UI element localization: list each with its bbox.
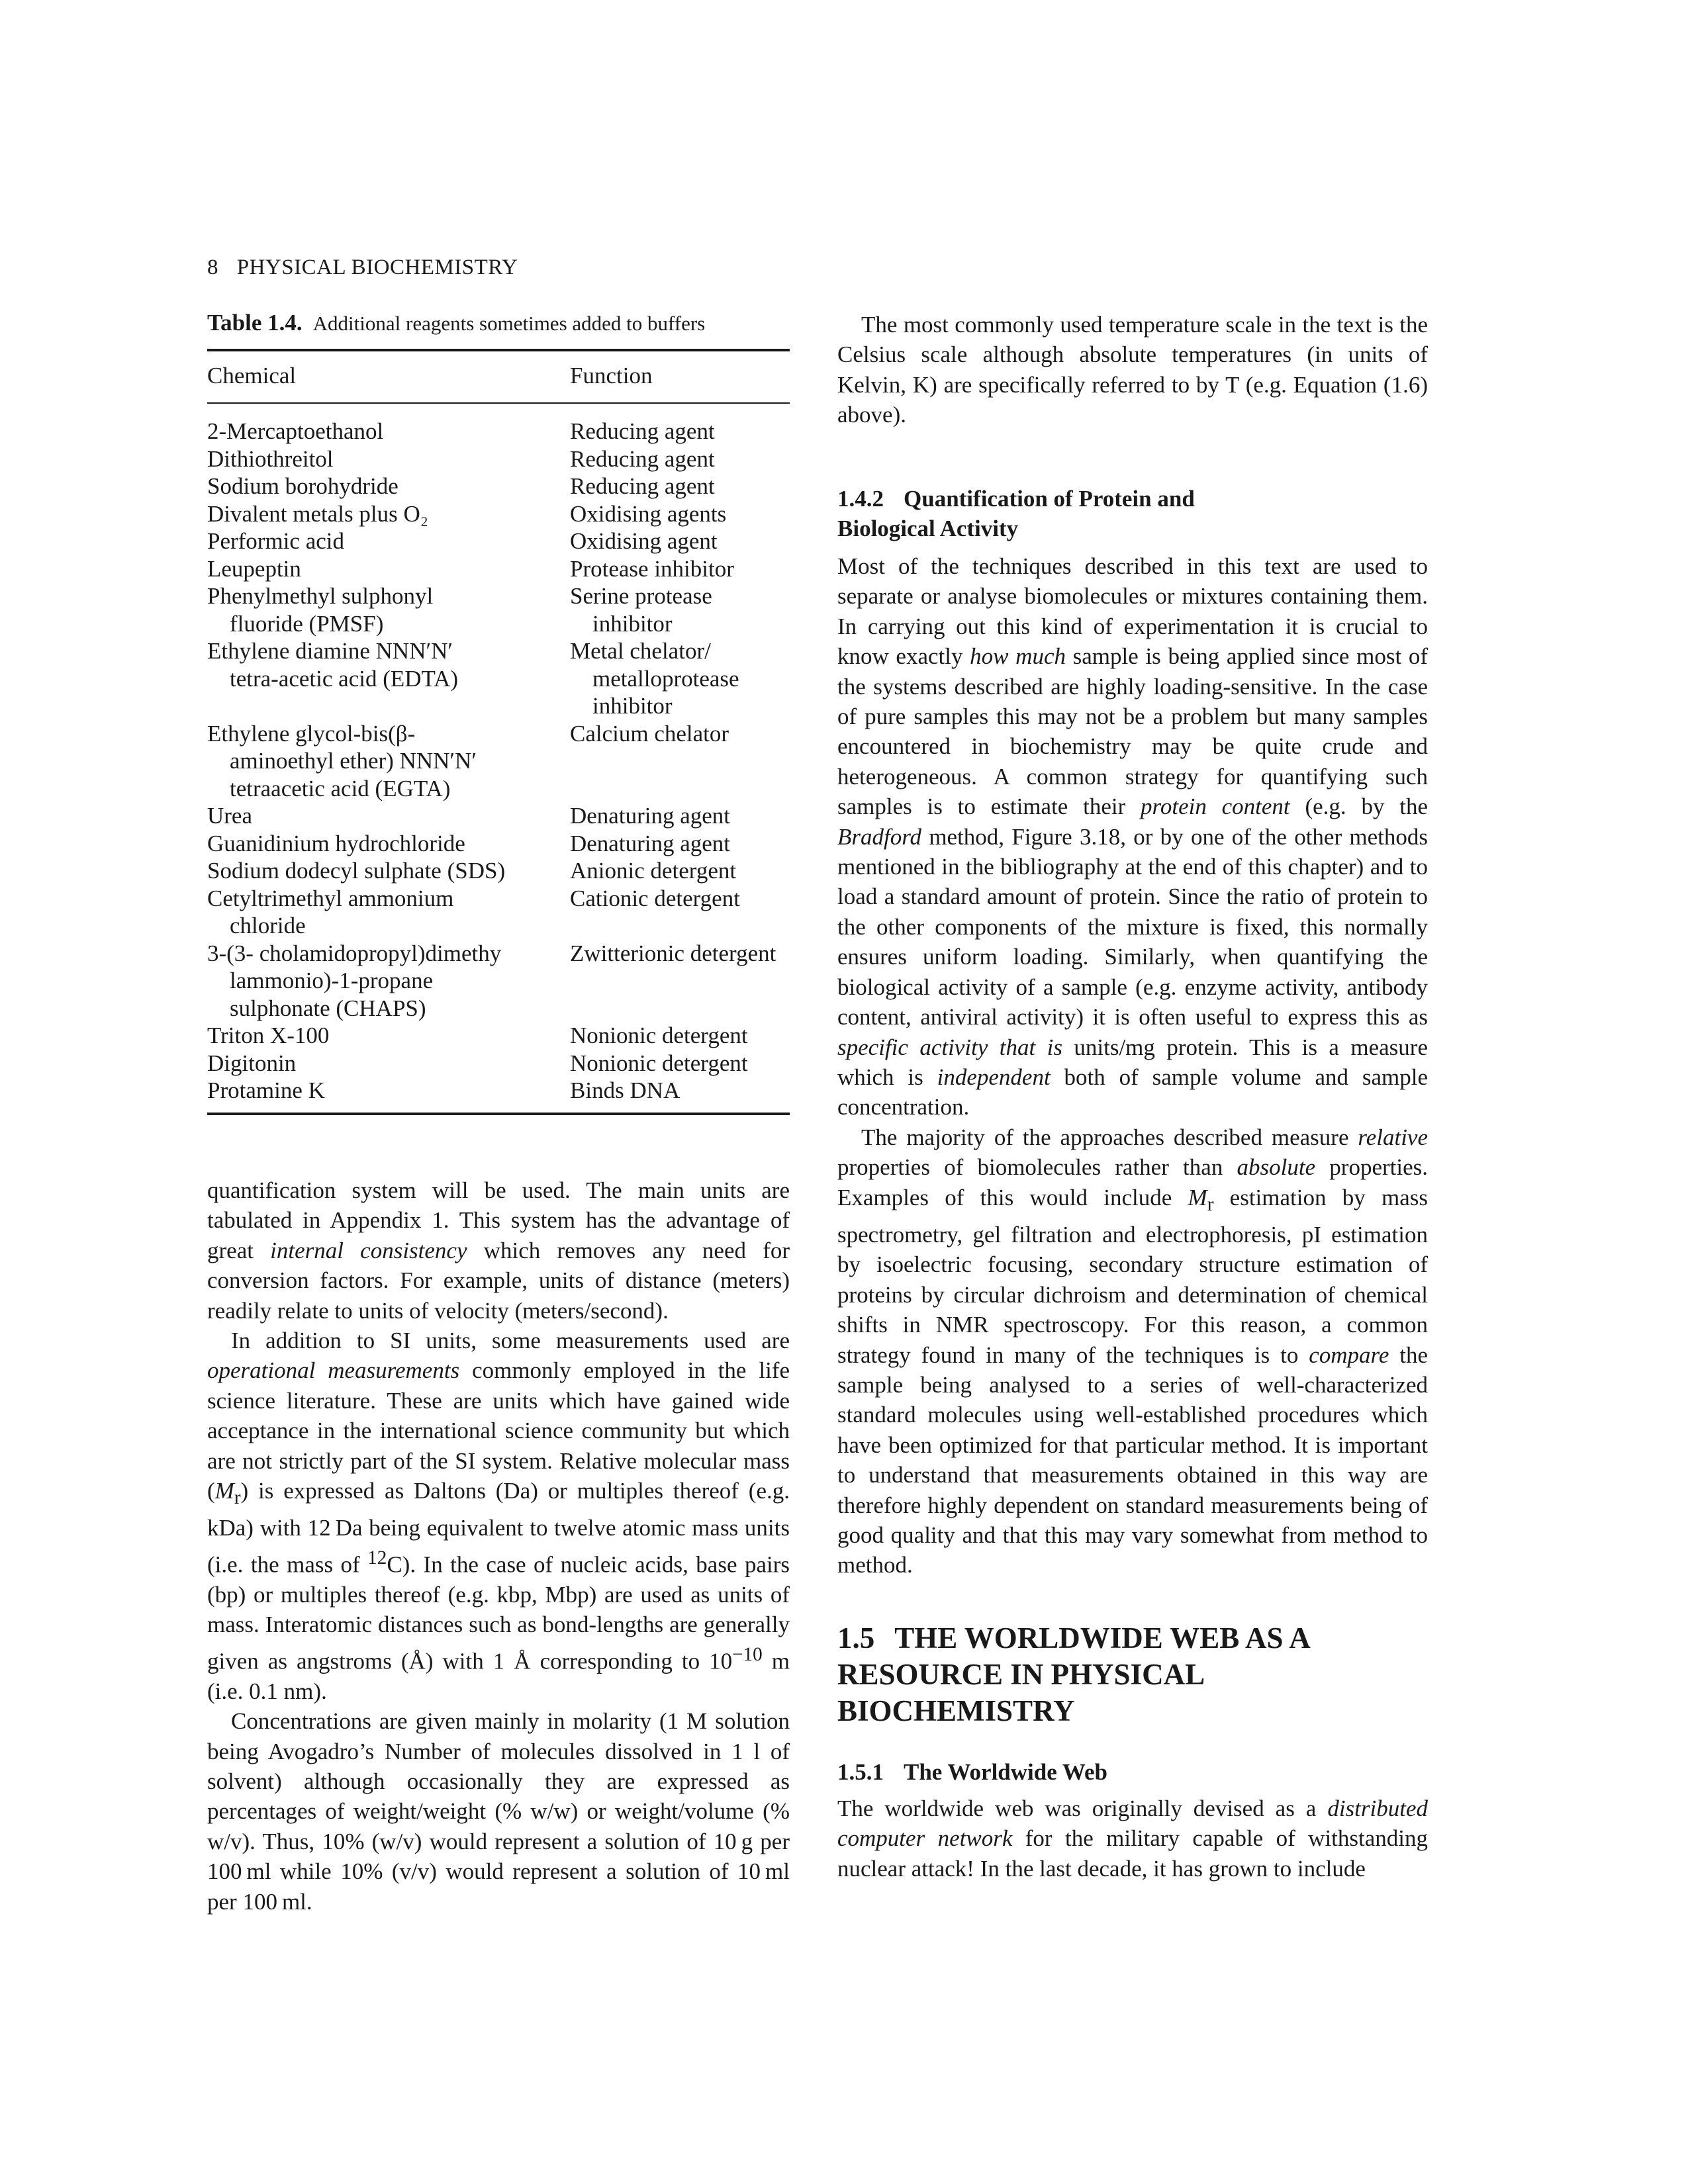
table-row (207, 802, 790, 830)
subsection-heading-1-4-2: 1.4.2 Quantification of Protein and Biological Activity (837, 486, 1195, 541)
book-title: PHYSICAL BIOCHEMISTRY (236, 255, 518, 279)
table-row (207, 1022, 790, 1050)
table-cell-chemical: Ethylene diamine NNN′N′ tetra-acetic acid (EDTA) (207, 638, 459, 692)
table-row (207, 720, 790, 803)
table-cell-chemical: Ethylene glycol-bis(β- aminoethyl ether) NNN′N′ tetraacetic acid (EGTA) (207, 720, 477, 801)
table-cell-function: Metal chelator/ metalloprotease inhibitor (570, 638, 739, 719)
table-cell-chemical: Sodium dodecyl sulphate (SDS) (207, 858, 506, 884)
paragraph: quantification system will be used. The main units are tabulated in Appendix 1. This system has the advantage of great internal consistency which removes any need for conversion factors. For example, units of distance (meters) readily relate to units of velocity (meters/second). (207, 1177, 790, 1324)
table-cell-chemical: Leupeptin (207, 555, 301, 582)
table-cell-function: Zwitterionic detergent (570, 940, 776, 966)
table-cell-function: Oxidising agent (570, 528, 718, 554)
table-header-rule (207, 402, 790, 404)
table-cell-function: Reducing agent (570, 418, 715, 444)
right-column-body (837, 551, 1428, 1580)
paragraph: In addition to SI units, some measurements used are operational measurements commonly employed in the life science literature. These are units which have gained wide acceptance in the international science community but which are not strictly part of the SI system. Relative molecular mass $(M_r)$ is expressed as Daltons (Da) or multiples thereof (e.g. kDa) with 12 Da being equivalent to twelve atomic mass units (i.e. the mass of $^{12}$C). In the case of nucleic acids, base pairs (bp) or multiples thereof (e.g. kbp, Mbp) are used as units of mass. Interatomic distances such as bond-lengths are generally given as angstroms (Å) with 1 Å corresponding to $10^{-10}$ m (i.e. 0.1 nm). (207, 1328, 790, 1704)
table-row (207, 500, 790, 528)
table-header-chemical: Chemical (207, 363, 297, 388)
table-cell-function: Calcium chelator (570, 720, 729, 747)
table-row (207, 1077, 790, 1105)
table-cell-chemical: Digitonin (207, 1050, 297, 1076)
table-cell-function: Reducing agent (570, 445, 715, 472)
right-column-intro (837, 310, 1428, 430)
paragraph: Most of the techniques described in this text are used to separate or analyse biomolecules or mixtures containing them. In carrying out this kind of experimentation it is crucial to know exactly how much sample is being applied since most of the systems described are highly loading-sensitive. In the case of pure samples this may not be a problem but many samples encountered in biochemistry may be quite crude and heterogeneous. A common strategy for quantifying such samples is to estimate their protein content (e.g. by the Bradford method, Figure 3.18, or by one of the other methods mentioned in the bibliography at the end of this chapter) and to load a standard amount of protein. Since the ratio of protein to the other components of the mixture is fixed, this normally ensures uniform loading. Similarly, when quantifying the biological activity of a sample (e.g. enzyme activity, antibody content, antiviral activity) it is often useful to express this as specific activity that is units/mg protein. This is a measure which is independent both of sample volume and sample concentration. (837, 553, 1429, 1120)
table-row (207, 857, 790, 885)
table-bottom-rule (207, 1113, 790, 1115)
table-cell-chemical: Triton X-100 (207, 1023, 330, 1048)
paragraph: The most commonly used temperature scale in the text is the Celsius scale although absolute temperatures (in units of Kelvin, K) are specifically referred to by T (e.g. Equation (1.6) above). (837, 312, 1428, 428)
table-cell-function: Denaturing agent (570, 830, 730, 856)
table-row (207, 445, 790, 473)
table-row (207, 940, 790, 1023)
running-head (207, 255, 518, 280)
table-caption (207, 310, 705, 336)
table-header-function: Function (570, 363, 653, 388)
table-cell-chemical: 3-(3- cholamidopropyl)dimethy lammonio)-1-propane sulphonate (CHAPS) (207, 940, 502, 1021)
table-cell-function: Cationic detergent (570, 885, 740, 911)
paragraph: Concentrations are given mainly in molarity (1 M solution being Avogadro’s Number of molecules dissolved in 1 l of solvent) although occasionally they are expressed as percentages of weight/weight (% w/w) or weight/volume (% w/v). Thus, 10% (w/v) would represent a solution of 10 g per 100 ml while 10% (v/v) would represent a solution of 10 ml per 100 ml. (207, 1708, 790, 1915)
table-row (207, 1050, 790, 1077)
table-row (207, 582, 790, 637)
table-cell-chemical: Cetyltrimethyl ammonium chloride (207, 885, 454, 938)
table-cell-chemical: Guanidinium hydrochloride (207, 830, 465, 856)
table-cell-chemical: Urea (207, 803, 253, 829)
table-cell-function: Serine protease inhibitor (570, 583, 712, 637)
left-column-text (207, 1175, 790, 1917)
table-row (207, 418, 790, 445)
table-body (207, 418, 790, 1105)
table-cell-chemical: Divalent metals plus O₂ (207, 500, 428, 527)
table-cell-function: Nonionic detergent (570, 1050, 748, 1076)
table-cell-function: Anionic detergent (570, 858, 737, 884)
table-cell-chemical: Phenylmethyl sulphonyl fluoride (PMSF) (207, 583, 434, 637)
table-cell-function: Nonionic detergent (570, 1023, 748, 1048)
table-cell-chemical: 2-Mercaptoethanol (207, 418, 384, 444)
table-row (207, 637, 790, 720)
paragraph: The majority of the approaches described measure relative properties of biomolecules rather than absolute properties. Examples of this would include $M_r$ estimation by mass spectrometry, gel filtration and electrophoresis, pI estimation by isoelectric focusing, secondary structure estimation of proteins by circular dichroism and determination of chemical shifts in NMR spectroscopy. For this reason, a common strategy found in many of the techniques is to compare the sample being analysed to a series of well-characterized standard molecules using well-established procedures which have been optimized for that particular method. It is important to understand that measurements obtained in this way are therefore highly dependent on standard measurements being of good quality and that this may vary somewhat from method to method. (837, 1124, 1428, 1578)
table-cell-chemical: Sodium borohydride (207, 473, 399, 499)
table-cell-function: Protease inhibitor (570, 555, 734, 582)
table-cell-function: Reducing agent (570, 473, 715, 499)
table-row (207, 885, 790, 940)
table-cell-chemical: Protamine K (207, 1077, 325, 1103)
subsection-heading-1-5-1: 1.5.1 The Worldwide Web (837, 1759, 1107, 1785)
right-column-final (837, 1794, 1428, 1884)
table-label: Table 1.4. (207, 310, 303, 336)
table-cell-chemical: Dithiothreitol (207, 445, 334, 472)
table-caption-text: Additional reagents sometimes added to buffers (312, 312, 706, 335)
table-cell-function: Oxidising agents (570, 500, 727, 527)
table-row (207, 473, 790, 500)
table-cell-chemical: Performic acid (207, 528, 344, 554)
table-cell-function: Denaturing agent (570, 803, 730, 829)
table-row (207, 555, 790, 583)
section-heading-1-5: 1.5 THE WORLDWIDE WEB AS A RESOURCE IN PHYSICAL BIOCHEMISTRY (837, 1621, 1311, 1727)
table-top-rule (207, 349, 790, 351)
page-number: 8 (207, 255, 218, 279)
paragraph: The worldwide web was originally devised as a distributed computer network for the military capable of withstanding nuclear attack! In the last decade, it has grown to include (837, 1796, 1428, 1882)
table-row (207, 527, 790, 555)
table-row (207, 830, 790, 858)
table-cell-function: Binds DNA (570, 1077, 680, 1103)
